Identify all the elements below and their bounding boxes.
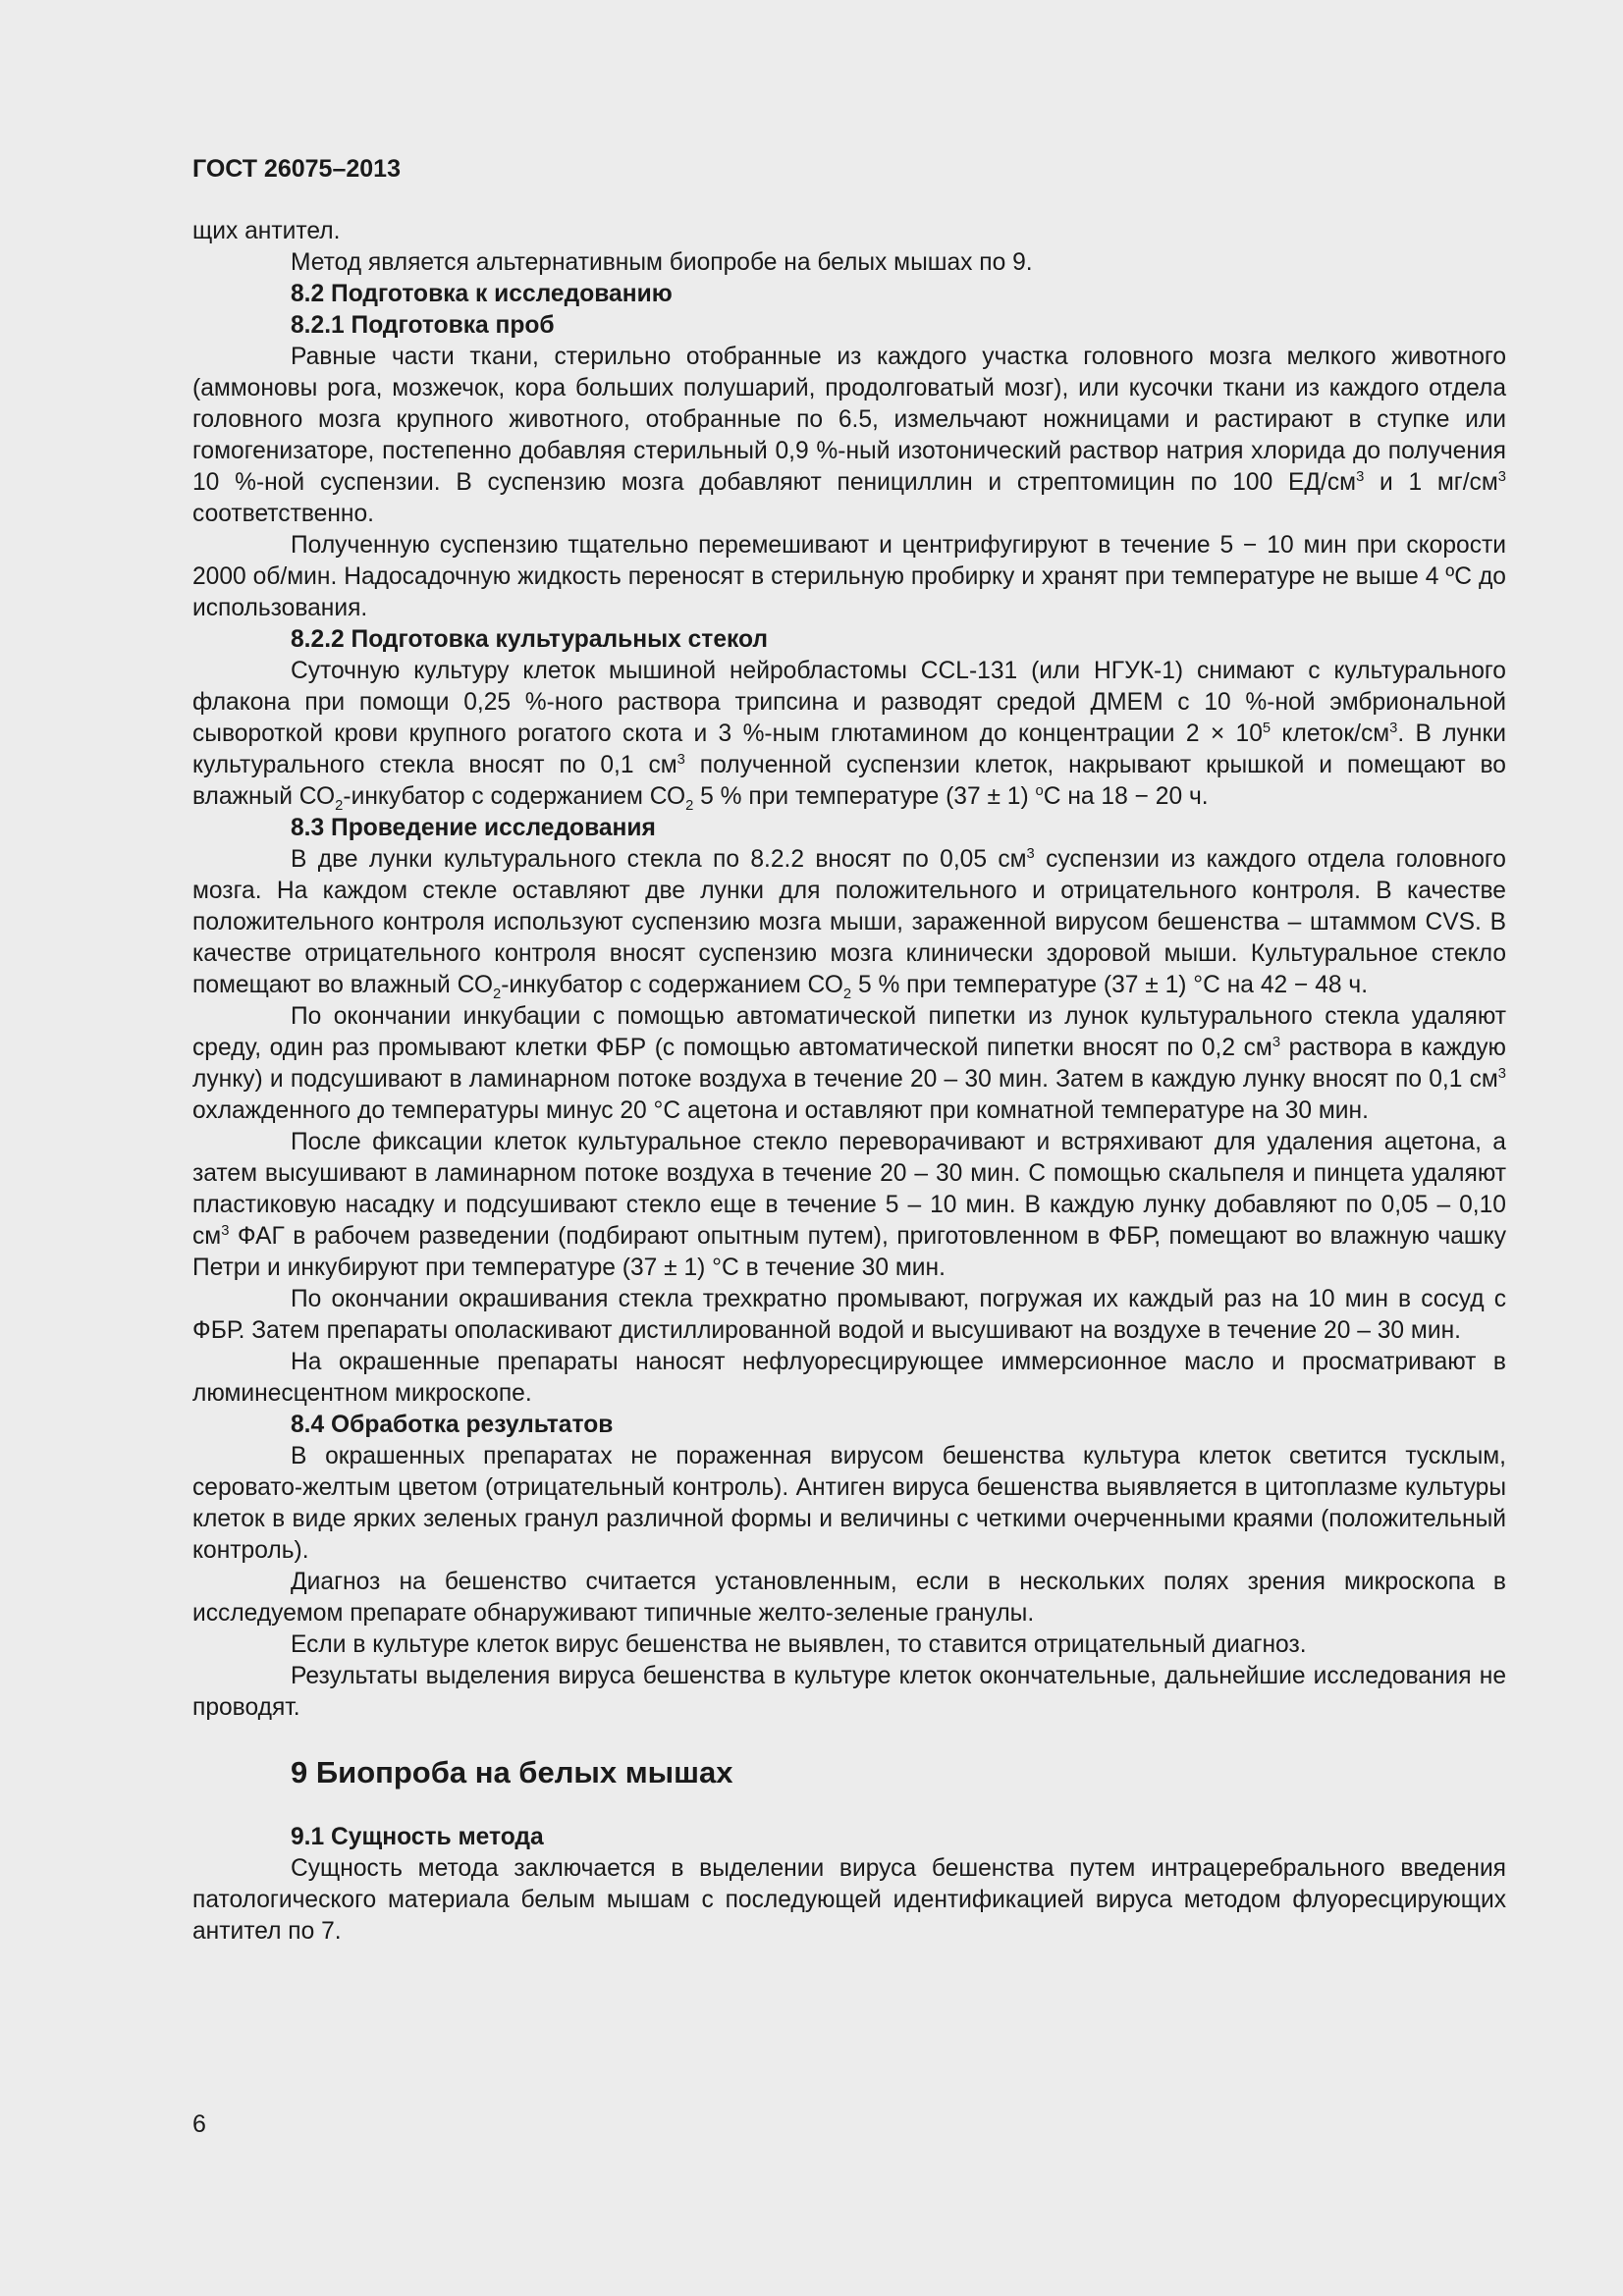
- section-8-3-title: 8.3 Проведение исследования: [291, 815, 656, 841]
- paragraph-wells: В две лунки культурального стекла по 8.2.2 вносят по 0,05 $см^3$ суспензии из каждого отдела головного мозга. На каждом стекле оставляют две лунки для положительного и отрицательного контроля. В качестве положительного контроля используют суспензию мозга мыши, зараженной вирусом бешенства – штаммом CVS. В качестве отрицательного контроля вносят суспензию мозга клинически здоровой мыши. Культуральное стекло помещают во влажный $СО_2$-инкубатор с содержанием $СО_2$ 5 % при температуре (37 ± 1) °С на 42 − 48 ч.: [192, 845, 1506, 1002]
- paragraph-incubation-end: По окончании инкубации с помощью автоматической пипетки из лунок культурального стекла удаляют среду, один раз промывают клетки ФБР (с помощью автоматической пипетки вносят по 0,2 $см^3$ раствора в каждую лунку) и подсушивают в ламинарном потоке воздуха в течение 20 – 30 мин. Затем в каждую лунку вносят по 0,1 $см^3$ охлажденного до температуры минус 20 °С ацетона и оставляют при комнатной температуре на 30 мин.: [192, 1003, 1507, 1124]
- section-8-2-2-title: 8.2.2 Подготовка культуральных стекол: [291, 626, 769, 653]
- section-8-4-title: 8.4 Обработка результатов: [291, 1412, 614, 1438]
- paragraph-culture-glass: Суточную культуру клеток мышиной нейробластомы CCL-131 (или НГУК-1) снимают с культурального флакона при помощи 0,25 %-ного раствора трипсина и разводят средой ДМЕМ с 10 %-ной эмбриональной сывороткой крови крупного рогатого скота и 3 %-ным глютамином до концентрации $2 \times 10^5$ клеток/$см^3$. В лунки культурального стекла вносят по 0,1 $см^3$ полученной суспензии клеток, накрывают крышкой и помещают во влажный $СО_2$-инкубатор с содержанием $СО_2$ 5 % при температуре (37 ± 1) $^о$С на 18 − 20 ч.: [192, 658, 1506, 814]
- paragraph-centrifuge: Полученную суспензию тщательно перемешивают и центрифугируют в течение 5 − 10 мин при скорости 2000 об/мин. Надосадочную жидкость переносят в стерильную пробирку и хранят при температуре не выше 4 ºС до использования.: [192, 532, 1506, 621]
- section-9-title: 9 Биопроба на белых мышах: [291, 1755, 733, 1789]
- paragraph-staining-wash: По окончании окрашивания стекла трехкратно промывают, погружая их каждый раз на 10 мин в сосуд с ФБР. Затем препараты ополаскивают дистиллированной водой и высушивают на воздухе в течение 20 – 30 мин.: [192, 1286, 1506, 1344]
- section-8-2-title: 8.2 Подготовка к исследованию: [291, 281, 673, 307]
- paragraph-method-essence: Сущность метода заключается в выделении вируса бешенства путем интрацеребрального введения патологического материала белым мышам с последующей идентификацией вируса методом флуоресцирующих антител по 7.: [192, 1855, 1506, 1945]
- paragraph-sample-prep: Равные части ткани, стерильно отобранные из каждого участка головного мозга мелкого животного (аммоновы рога, мозжечок, кора больших полушарий, продолговатый мозг), или кусочки ткани из каждого отдела головного мозга крупного животного, отобранные по 6.5, измельчают ножницами и растирают в ступке или гомогенизаторе, постепенно добавляя стерильный 0,9 %-ный изотонический раствор натрия хлорида до получения 10 %-ной суспензии. В суспензию мозга добавляют пенициллин и стрептомицин по 100 $ЕД/см^3$ и 1 $мг/см^3$ соответственно.: [192, 344, 1506, 527]
- paragraph-results-2: Диагноз на бешенство считается установленным, если в нескольких полях зрения микроскопа в исследуемом препарате обнаруживают типичные желто-зеленые гранулы.: [192, 1569, 1506, 1627]
- paragraph-microscopy: На окрашенные препараты наносят нефлуоресцирующее иммерсионное масло и просматривают в люминесцентном микроскопе.: [192, 1349, 1506, 1407]
- document-body: [192, 216, 1506, 1948]
- paragraph-results-4: Результаты выделения вируса бешенства в культуре клеток окончательные, дальнейшие исследования не проводят.: [192, 1663, 1506, 1721]
- paragraph-alternative-method: Метод является альтернативным биопробе на белых мышах по 9.: [291, 249, 1033, 276]
- paragraph-fixation: После фиксации клеток культуральное стекло переворачивают и встряхивают для удаления ацетона, а затем высушивают в ламинарном потоке воздуха в течение 20 – 30 мин. С помощью скальпеля и пинцета удаляют пластиковую насадку и подсушивают стекло еще в течение 5 – 10 мин. В каждую лунку добавляют по 0,05 – 0,10 $см^3$ ФАГ в рабочем разведении (подбирают опытным путем), приготовленном в ФБР, помещают во влажную чашку Петри и инкубируют при температуре (37 ± 1) °С в течение 30 мин.: [192, 1129, 1506, 1281]
- paragraph-results-1: В окрашенных препаратах не пораженная вирусом бешенства культура клеток светится тусклым, серовато-желтым цветом (отрицательный контроль). Антиген вируса бешенства выявляется в цитоплазме культуры клеток в виде ярких зеленых гранул различной формы и величины с четкими очерченными краями (положительный контроль).: [192, 1443, 1506, 1564]
- paragraph-continuation: щих антител.: [192, 218, 341, 244]
- page-number: 6: [192, 2110, 206, 2138]
- section-9-1-title: 9.1 Сущность метода: [291, 1824, 544, 1850]
- document-header: ГОСТ 26075–2013: [192, 155, 401, 183]
- paragraph-results-3: Если в культуре клеток вирус бешенства не выявлен, то ставится отрицательный диагноз.: [291, 1631, 1307, 1658]
- section-8-2-1-title: 8.2.1 Подготовка проб: [291, 312, 555, 339]
